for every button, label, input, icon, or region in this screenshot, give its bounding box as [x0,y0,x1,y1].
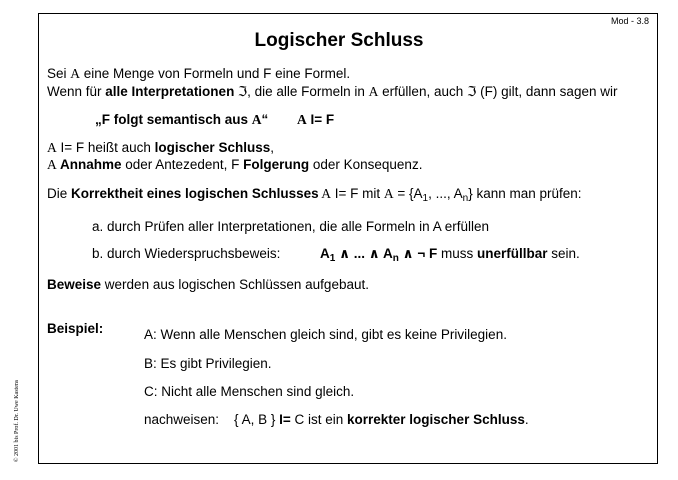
notation: A I= F [297,112,335,127]
module-tag: Mod - 3.8 [610,16,649,26]
option-a: a. durch Prüfen aller Interpretationen, die alle Formeln in A erfüllen [92,219,489,234]
example-statement-a: A: Wenn alle Menschen gleich sind, gibt es keine Privilegien. [144,327,507,342]
example-statement-c: C: Nicht alle Menschen sind gleich. [144,384,355,399]
intro-line-2: Wenn für alle Interpretationen ℑ, die alle Formeln in A erfüllen, auch ℑ (F) gilt, dann sagen wir [47,84,618,99]
correctness-line: Die Korrektheit eines logischen Schlusses A I= F mit $A = \{A_1$, ..., $A_n$} kann man prüfen: [47,186,582,204]
example-statement-b: B: Es gibt Privilegien. [144,356,272,371]
option-b-label: b. durch Wiederspruchsbeweis: [92,246,281,261]
page-title: Logischer Schluss [254,30,424,51]
semantic-statement: „F folgt semantisch aus A“ [95,112,269,127]
example-label: Beispiel: [47,321,104,336]
definition-line-2: A Annahme oder Antezedent, F Folgerung oder Konsequenz. [47,157,423,172]
option-b-formula: $A_1$ ∧ ... ∧ $A_n$ ∧ ¬ F muss unerfüllbar sein. [320,246,580,264]
copyright-notice: © 2001 bis Prof. Dr. Uwe Kastens [14,379,20,462]
example-proof-line: nachweisen: { A, B } I= C ist ein korrekter logischer Schluss. [144,412,529,427]
definition-line-1: A I= F heißt auch logischer Schluss, [47,140,274,155]
proofs-line: Beweise werden aus logischen Schlüssen aufgebaut. [47,277,369,292]
intro-line-1: Sei A eine Menge von Formeln und F eine Formel. [47,66,351,81]
